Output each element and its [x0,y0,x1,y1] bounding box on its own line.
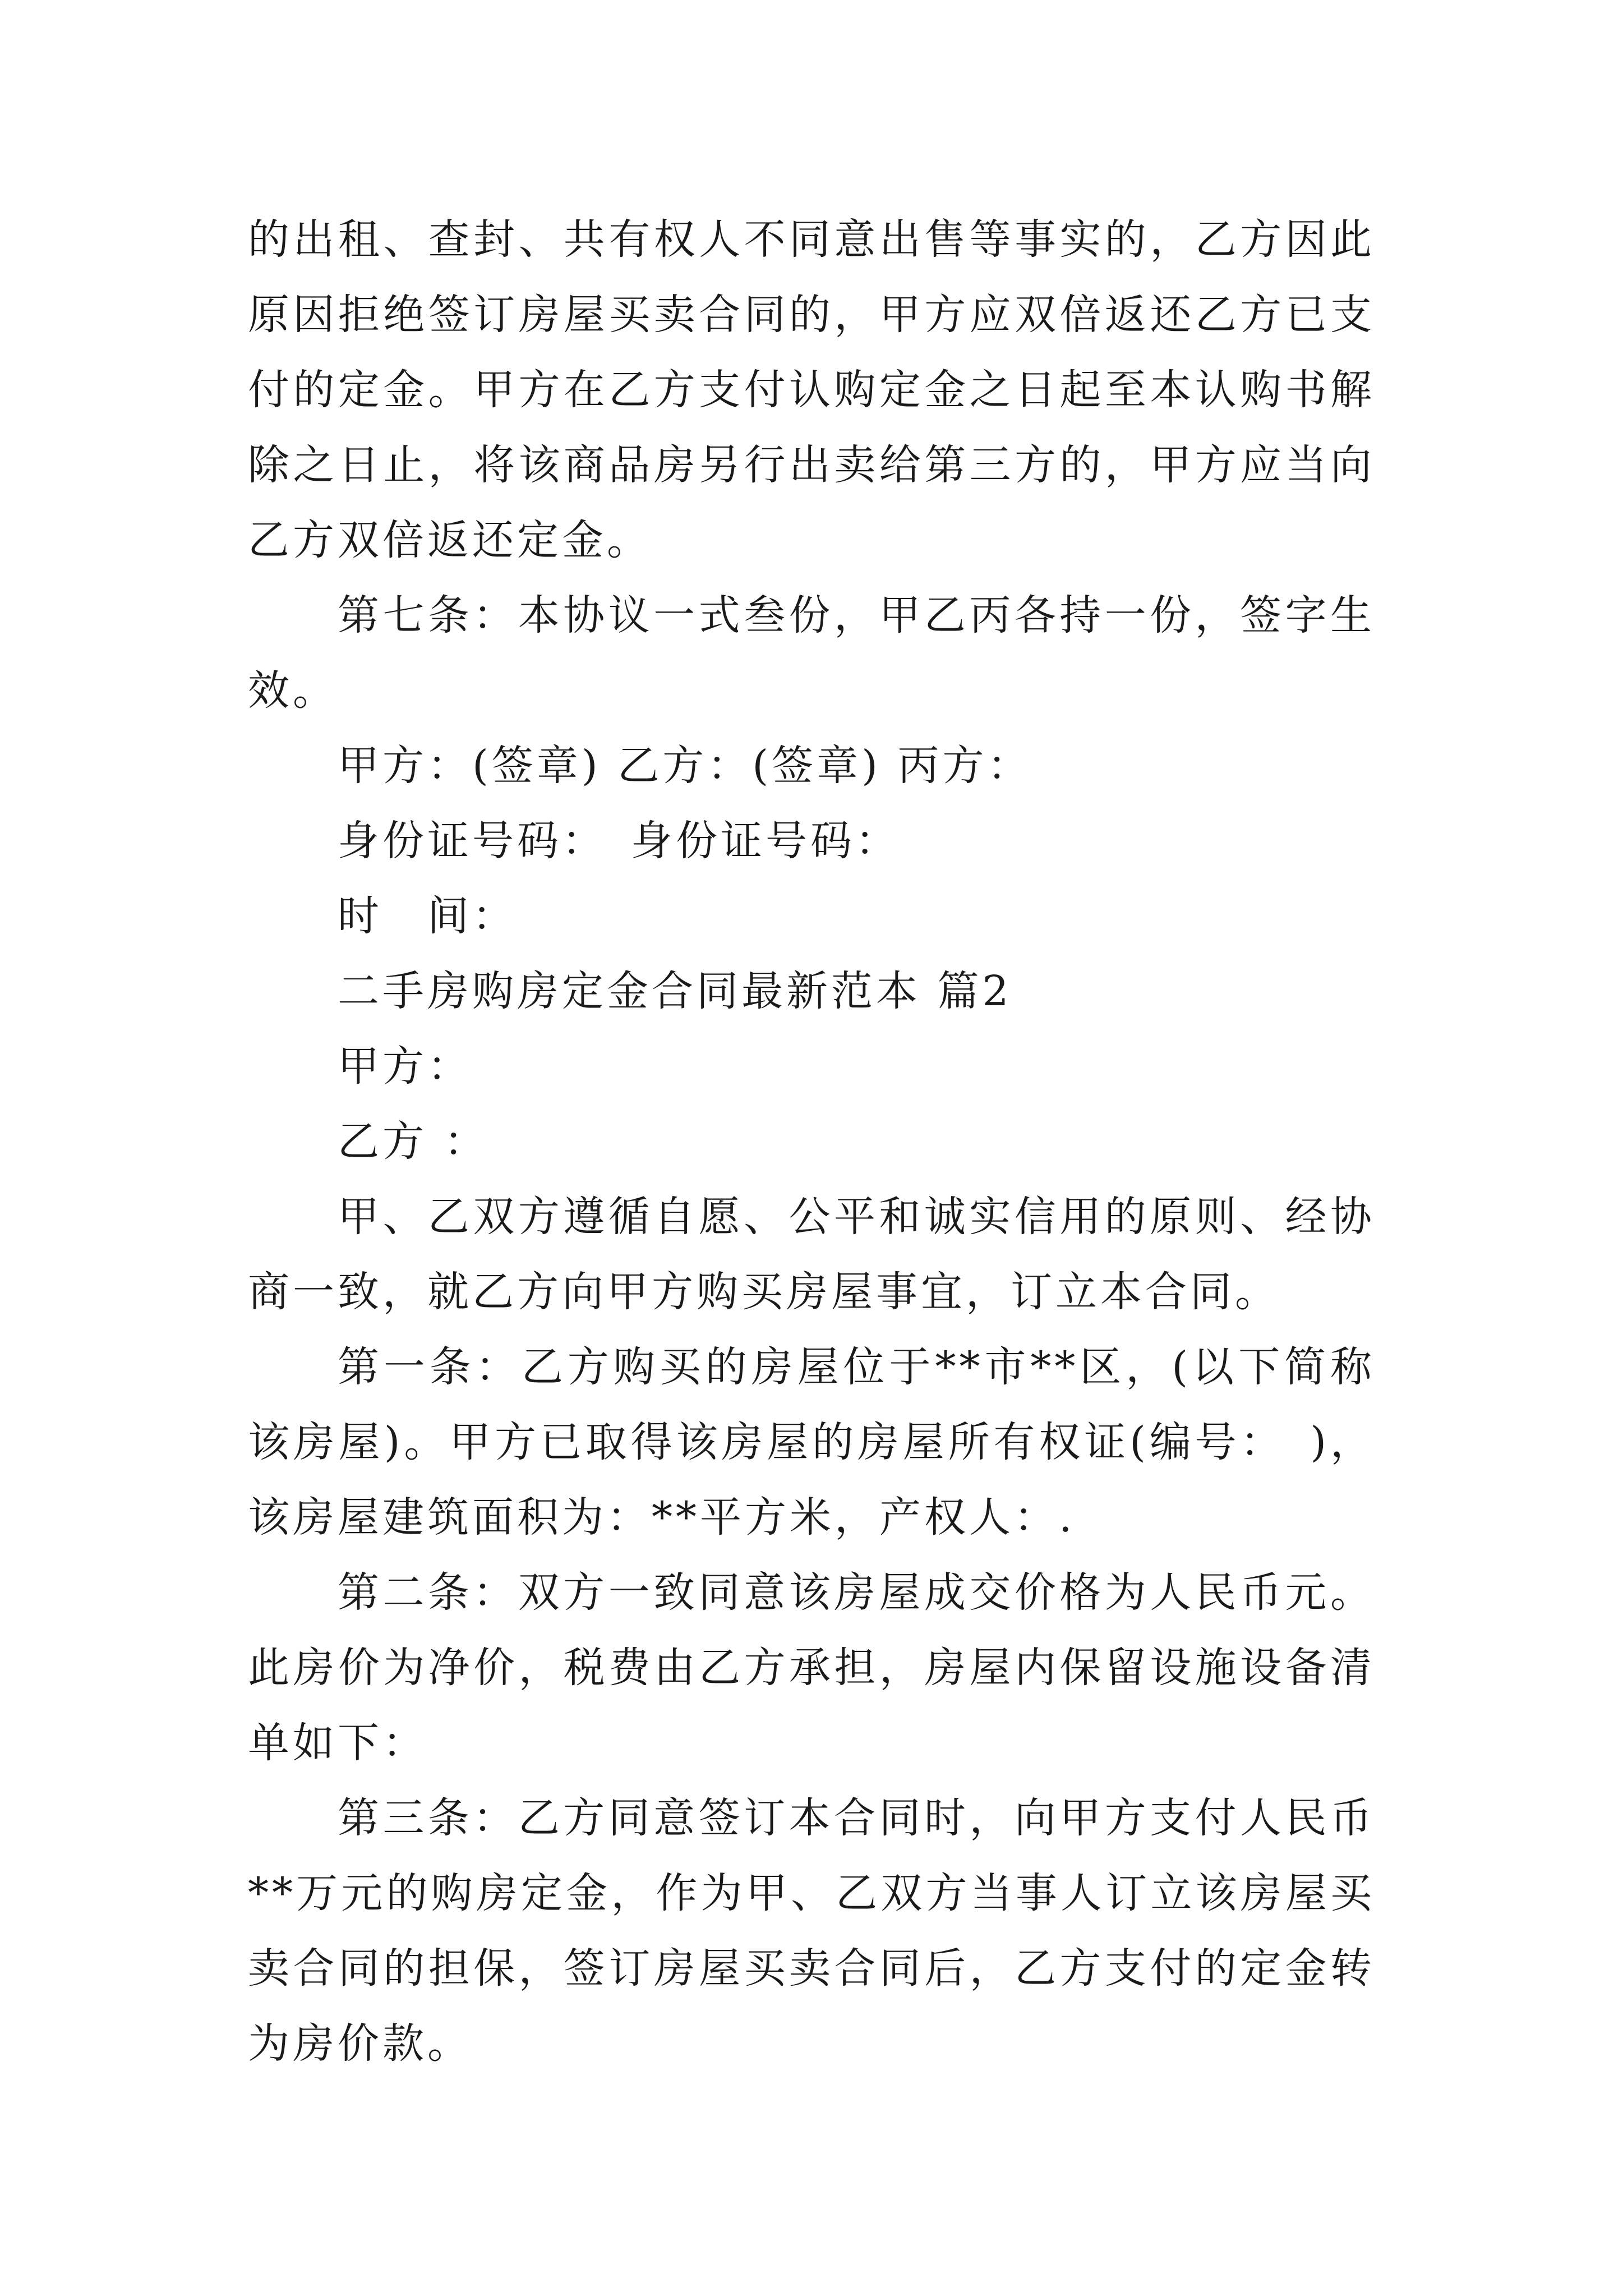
signature-line-parties: 甲方：(签章) 乙方：(签章) 丙方： [338,742,1032,790]
id-number-line: 身份证号码： 身份证号码： [338,817,900,865]
paragraph-article-1: 第一条：乙方购买的房屋位于**市**区，(以下简称该房屋)。甲方已取得该房屋的房屋所有权证(编号： )，该房屋建筑面积为：**平方米，产权人：. [248,1343,1375,1542]
date-line: 时 间： [338,892,517,940]
paragraph-preamble: 甲、乙双方遵循自愿、公平和诚实信用的原则、经协商一致，就乙方向甲方购买房屋事宜，订立本合同。 [248,1193,1375,1316]
paragraph-article-7: 第七条：本协议一式叁份，甲乙丙各持一份，签字生效。 [248,591,1375,715]
party-a-line: 甲方： [338,1042,472,1091]
paragraph-article-3: 第三条：乙方同意签订本合同时，向甲方支付人民币**万元的购房定金，作为甲、乙双方当事人订立该房屋买卖合同的担保，签订房屋买卖合同后，乙方支付的定金转为房价款。 [248,1794,1375,2068]
party-b-line: 乙方 ： [338,1117,489,1166]
document-body [248,202,1375,2081]
section-heading-part-2: 二手房购房定金合同最新范本 篇2 [338,967,1012,1015]
paragraph-article-2: 第二条：双方一致同意该房屋成交价格为人民币元。此房价为净价，税费由乙方承担，房屋内保留设施设备清单如下： [248,1568,1375,1767]
paragraph-refund-terms: 的出租、查封、共有权人不同意出售等事实的，乙方因此原因拒绝签订房屋买卖合同的，甲方应双倍返还乙方已支付的定金。甲方在乙方支付认购定金之日起至本认购书解除之日止，将该商品房另行出卖给第三方的，甲方应当向乙方双倍返还定金。 [248,215,1375,564]
